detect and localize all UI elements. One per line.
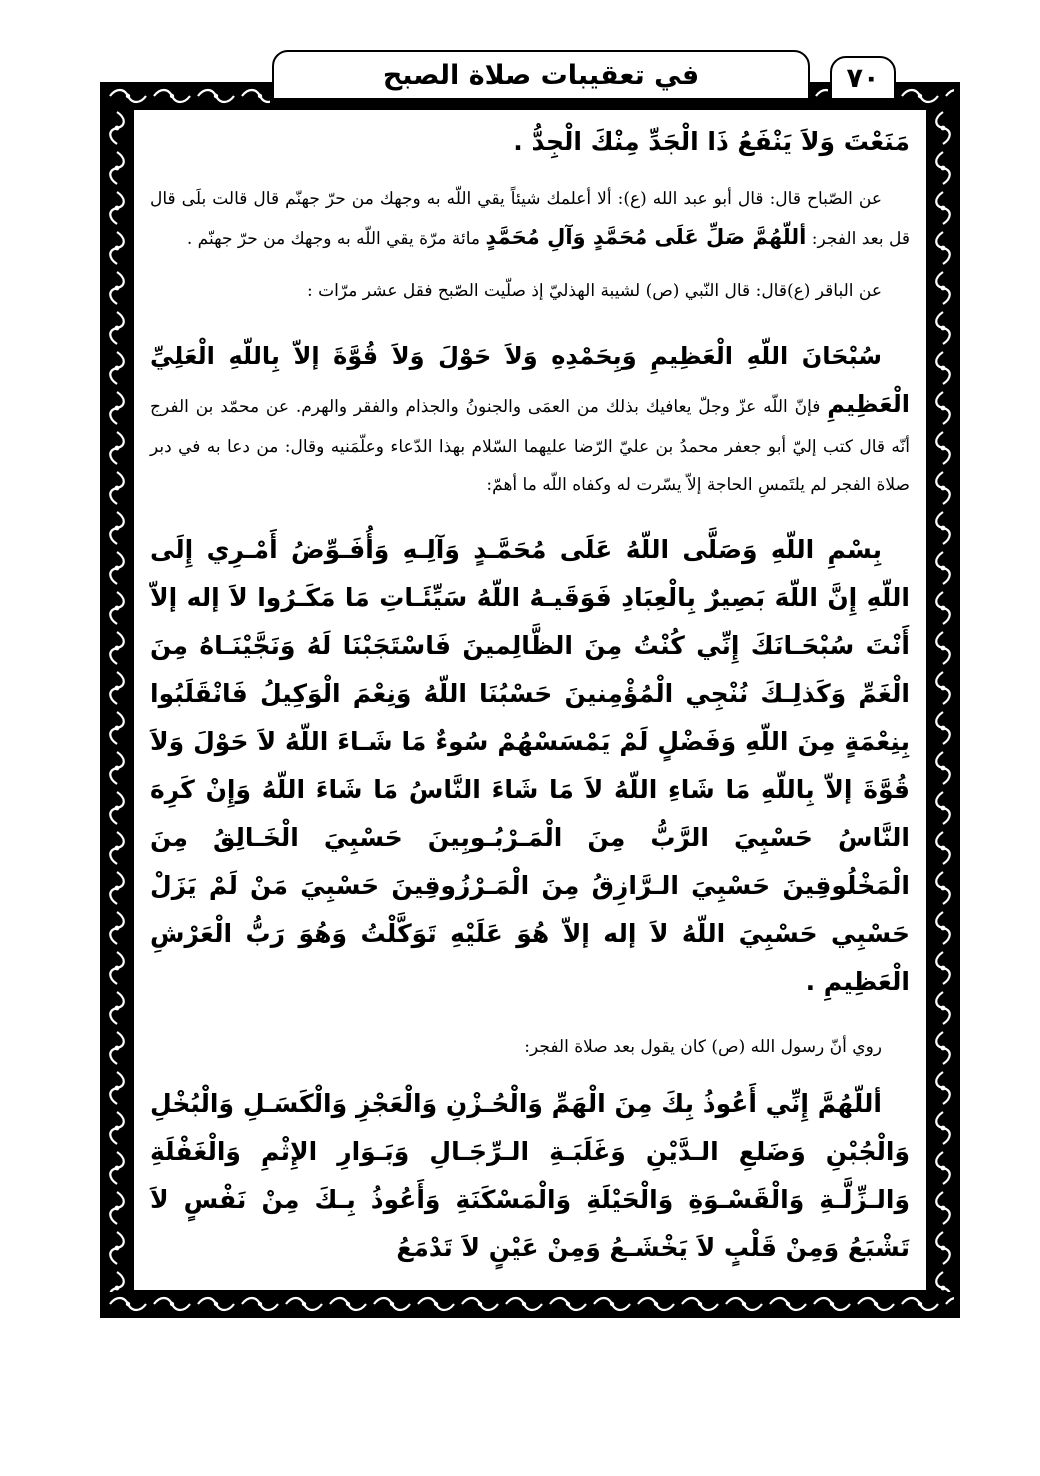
ornament-border-right <box>932 108 954 1292</box>
paragraph-6: روي أنّ رسول الله (ص) كان يقول بعد صلاة الفجر: <box>524 1037 882 1057</box>
ornament-border-top-left <box>106 86 270 106</box>
running-header <box>272 50 810 100</box>
ornament-border-top-right <box>898 86 954 106</box>
ornament-border-top-mid <box>812 86 828 106</box>
paragraph-4-text: فإنّ اللّه عزّ وجلّ يعافيك بذلك من العمَى والجنونُ والجذام والفقر والهرم. عن محمّد بن الفرج أنّه قال كتب إليّ أبو جعفر محمدُ بن عليّ الرّضا عليهما السّلام بهذا الدّعاء وعلّمَنيه وقال: من دعا به في دبر صلاة الفجر لم يلتَمسِ الحاجة إلاّ يسّرت له وكفاه اللّه ما أهمّ: <box>150 397 910 495</box>
chapter-title: في تعقيبات صلاة الصبح <box>382 59 700 91</box>
paragraph-2-suffix: مائة مرّة يقي اللّه به وجهك من حرّ جهنّم . <box>186 229 481 249</box>
paragraph-4 <box>150 332 910 504</box>
ornament-border-left <box>106 108 128 1292</box>
ornament-border-bottom <box>106 1294 954 1314</box>
paragraph-2-prefix: عن الصّباح قال: قال أبو عبد الله (ع): ألا أعلمك شيئاً يقي اللّه به وجهك من حرّ جهنّم قال قالت بلَى قال قل بعد الفجر: <box>150 189 910 249</box>
paragraph-3: عن الباقر (ع)قال: قال النّبي (ص) لشيبة الهذليّ إذ صلّيت الصّبح فقل عشر مرّات : <box>307 281 882 301</box>
verse-1: مَنَعْتَ وَلاَ يَنْفَعُ ذَا الْجَدِّ مِنْكَ الْجِدُّ . <box>513 127 910 156</box>
page-number: ٧٠ <box>846 62 880 94</box>
supplication-verse-2: أللّهُمَّ إِنِّي أَعُوذُ بِكَ مِنَ الْهَمِّ وَالْحُـزْنِ وَالْعَجْزِ وَالْكَسَـلِ وَالْبُخْلِ وَالْجُبْنِ وَضَلعِ الـدَّيْنِ وَغَلَبَـةِ الـرِّجَـالِ وَبَـوَارِ الإِثْمِ وَالْغَفْلَةِ وَالـزِّلَّـةِ وَالْقَسْـوَةِ وَالْحَيْلَةِ وَالْمَسْكَنَةِ وَأَعُوذُ بِـكَ مِنْ نَفْسٍ لاَ تَشْبَعُ وَمِنْ قَلْبٍ لاَ يَخْشَـعُ وَمِنْ عَيْنٍ لاَ تَدْمَعُ <box>150 1089 910 1262</box>
tasbih-phrase: سُبْحَانَ اللّهِ الْعَظِيمِ وَبِحَمْدِهِ وَلاَ حَوْلَ وَلاَ قُوَّةَ إلاّ بِاللّهِ الْعَلِيِّ الْعَظِيمِ <box>150 342 911 418</box>
page-content <box>150 118 910 1272</box>
page-number-tab <box>830 56 896 100</box>
salawat-phrase: أللّهُمَّ صَلِّ عَلَى مُحَمَّدٍ وَآلِ مُحَمَّدٍ <box>485 225 807 249</box>
paragraph-2 <box>150 180 910 258</box>
supplication-verse: بِسْمِ اللّهِ وَصَلَّى اللّهُ عَلَى مُحَمَّـدٍ وَآلِـهِ وَأُفَـوِّضُ أَمْـرِي إِلَى اللّهِ إِنَّ اللّهَ بَصِيرٌ بِالْعِبَادِ فَوَقَيـهُ اللّهُ سَيِّئَـاتِ مَا مَكَـرُوا لاَ إله إلاّ أَنْتَ سُبْحَـانَكَ إِنِّي كُنْتُ مِنَ الظَّالِمينَ فَاسْتَجَبْنَا لَهُ وَنَجَّيْنَـاهُ مِنَ الْغَمِّ وَكَذلِـكَ نُنْجِي الْمُؤْمِنينَ حَسْبُنَا اللّهُ وَنِعْمَ الْوَكِيلُ فَانْقَلَبُوا بِنِعْمَةٍ مِنَ اللّهِ وَفَضْلٍ لَمْ يَمْسَسْهُمْ سُوءٌ مَا شَـاءَ اللّهُ لاَ حَوْلَ وَلاَ قُوَّةَ إلاّ بِاللّهِ مَا شَاءِ اللّهُ لاَ مَا شَاءَ النَّاسُ مَا شَاءَ اللّهُ وَإِنْ كَرِهَ النَّاسُ حَسْبِيَ الرَّبُّ مِنَ الْمَـرْبُـوبِينَ حَسْبِيَ الْخَـالِقُ مِنَ الْمَخْلُوقِينَ حَسْبِيَ الـرَّازِقُ مِنَ الْمَـرْزُوقِينَ حَسْبِيَ مَنْ لَمْ يَزَلْ حَسْبِي حَسْبِيَ اللّهُ لاَ إله إلاّ هُوَ عَلَيْهِ تَوَكَّلْتُ وَهُوَ رَبُّ الْعَرْشِ الْعَظِيمِ . <box>150 535 910 996</box>
